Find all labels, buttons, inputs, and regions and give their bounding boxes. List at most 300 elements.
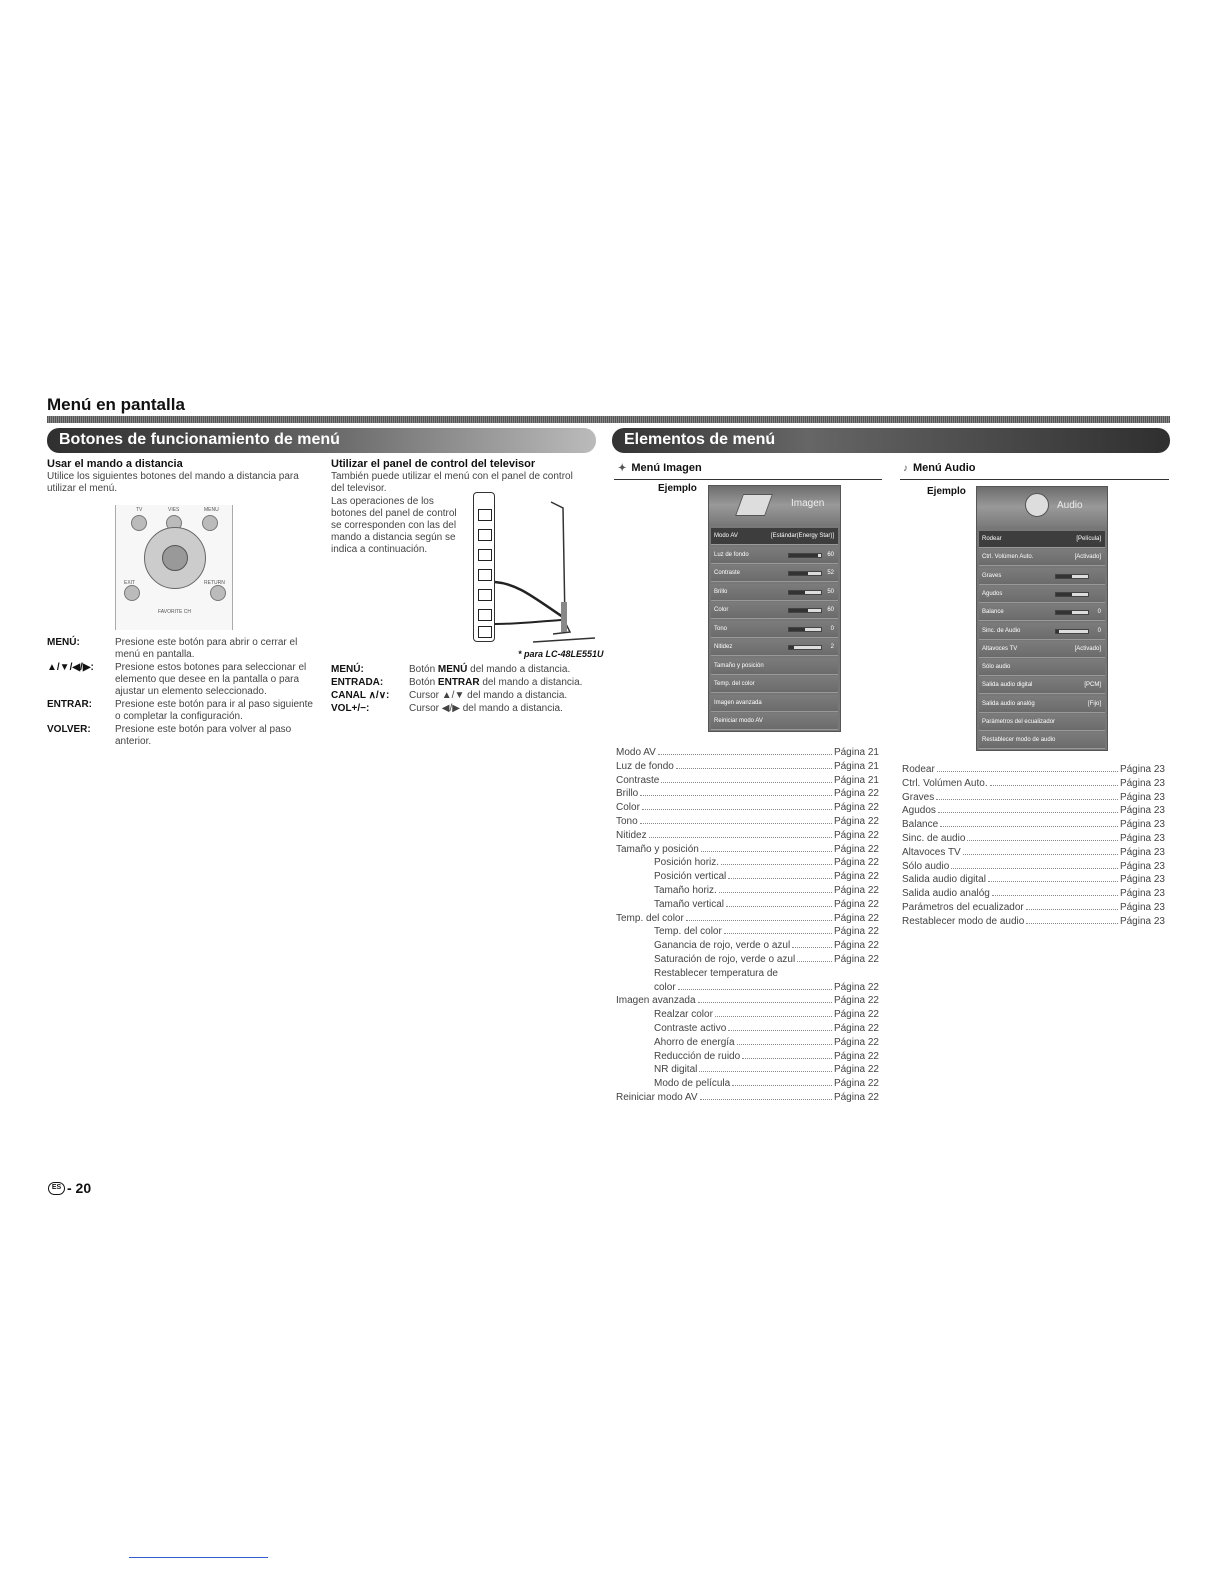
toc-label: Sinc. de audio: [902, 832, 966, 844]
toc-label: Posición horiz.: [654, 857, 720, 869]
toc-label: Agudos: [902, 805, 936, 817]
menu-item-label: Nitidez: [714, 644, 733, 650]
toc-leader: [640, 795, 832, 796]
toc-row: [902, 777, 1165, 791]
screen-title: Audio: [1057, 500, 1083, 511]
menu-item[interactable]: [979, 641, 1105, 658]
menu-item-label: Contraste: [714, 570, 741, 576]
def-bold: MENÚ: [437, 664, 468, 675]
toc-page: Página 22: [833, 857, 879, 869]
toc-leader: [699, 1071, 832, 1072]
section-bar-botones: Botones de funcionamiento de menú: [47, 428, 596, 453]
remote-tv-button[interactable]: [131, 515, 147, 531]
menu-item-label: Agudos: [982, 590, 1003, 597]
speaker-icon: [1025, 493, 1049, 517]
toc-row: [616, 815, 879, 829]
toc-leader: [936, 799, 1118, 800]
menu-item[interactable]: [711, 639, 838, 656]
toc-page: Página 22: [833, 926, 879, 938]
def-row: [47, 699, 315, 723]
toc-row: [902, 887, 1165, 901]
toc-label: Reducción de ruido: [654, 1050, 741, 1062]
def-text: Botón: [409, 677, 438, 688]
screen-header: [709, 486, 840, 524]
toc-label: Ahorro de energía: [654, 1036, 735, 1048]
toc-leader: [1026, 923, 1118, 924]
remote-exit-button[interactable]: [124, 585, 140, 601]
remote-enter-button[interactable]: [162, 545, 188, 571]
toc-row: [902, 915, 1165, 929]
menu-item-label: Luz de fondo: [714, 551, 749, 558]
menu-item-slider: [1055, 574, 1089, 579]
toc-row: [616, 1077, 879, 1091]
menu-item-slider: [1055, 629, 1089, 634]
toc-page: Página 22: [833, 1064, 879, 1076]
toc-page: Página 22: [833, 981, 879, 993]
def-value: Presione estos botones para seleccionar el elemento que desee en la pantalla o para ajustar un elemento seleccionado.: [115, 662, 307, 697]
def-row: [331, 703, 606, 715]
section-bar-elementos: Elementos de menú: [612, 428, 1170, 453]
def-key: ▲/▼/◀/▶:: [47, 662, 94, 673]
def-key: VOLVER:: [47, 724, 91, 735]
toc-page: Página 23: [1119, 846, 1165, 858]
toc-label: Tamaño y posición: [616, 843, 699, 855]
def-row: [47, 637, 315, 661]
def-key: VOL+/−:: [331, 703, 370, 714]
toc-label: Temp. del color: [654, 926, 722, 938]
menu-item-value: 2: [830, 644, 834, 650]
toc-page: Página 23: [1119, 874, 1165, 886]
toc-label: Restablecer temperatura de: [654, 967, 778, 979]
toc-leader: [728, 1030, 832, 1031]
menu-item-label: Balance: [982, 609, 1004, 616]
toc-label: Imagen avanzada: [616, 995, 696, 1007]
toc-row: [616, 746, 879, 760]
toc-leader: [988, 881, 1118, 882]
toc-page: Página 22: [833, 1091, 879, 1103]
menu-item-label: Sólo audio: [982, 664, 1011, 671]
toc-row: [616, 1091, 879, 1105]
def-bold: ENTRAR: [437, 677, 480, 688]
toc-label: Contraste: [616, 774, 660, 786]
menu-item-label: Parámetros del ecualizador: [982, 719, 1056, 725]
def-row: [331, 690, 606, 702]
panel-intro-1: También puede utilizar el menú con el panel de control del televisor.: [331, 471, 573, 494]
toc-page: Página 22: [833, 788, 879, 800]
menu-item-label: Tamaño y posición: [714, 662, 764, 669]
menu-item-value: [Activado]: [1074, 554, 1101, 561]
menu-item-label: Imagen avanzada: [714, 699, 762, 706]
menu-item-value: 0: [1097, 627, 1101, 634]
toc-row: [902, 791, 1165, 805]
menu-item[interactable]: [979, 568, 1105, 585]
def-key: MENÚ:: [331, 664, 364, 675]
def-text: del mando a distancia.: [467, 664, 571, 675]
toc-row: [616, 870, 879, 884]
menu-item[interactable]: [711, 584, 838, 601]
toc-leader: [724, 933, 832, 934]
menu-imagen-heading: [618, 462, 702, 474]
remote-intro: Utilice los siguientes botones del mando a distancia para utilizar el menú.: [47, 471, 299, 494]
menu-item[interactable]: [711, 547, 838, 564]
menu-item-label: Altavoces TV: [982, 645, 1018, 652]
toc-page: Página 21: [833, 747, 879, 758]
toc-label: Tamaño vertical: [654, 898, 725, 910]
toc-row: [902, 846, 1165, 860]
toc-label: Restablecer modo de audio: [902, 915, 1025, 927]
toc-label: Reiniciar modo AV: [616, 1091, 698, 1103]
menu-item-value: 60: [827, 551, 834, 558]
menu-item[interactable]: [979, 623, 1105, 640]
menu-item-slider: [788, 571, 822, 576]
def-row: [47, 662, 315, 698]
menu-item[interactable]: [711, 528, 838, 545]
menu-item[interactable]: [711, 602, 838, 619]
toc-leader: [797, 961, 832, 962]
toc-page: Página 22: [833, 995, 879, 1007]
menu-item-label: Rodear: [982, 536, 1002, 542]
toc-row: [616, 1008, 879, 1022]
toc-leader: [967, 840, 1118, 841]
menu-item-label: Salida audio analóg: [982, 700, 1035, 707]
menu-item-value: 60: [827, 607, 834, 613]
toc-row: [616, 760, 879, 774]
toc-label: NR digital: [654, 1064, 698, 1076]
toc-page: Página 22: [833, 829, 879, 841]
toc-page: Página 23: [1119, 805, 1165, 817]
remote-dpad[interactable]: [144, 527, 206, 589]
toc-page: Página 22: [833, 1050, 879, 1062]
tv-side-outline: [473, 492, 598, 652]
audio-rule: [900, 479, 1169, 480]
menu-item[interactable]: [711, 565, 838, 582]
toc-leader: [715, 1016, 832, 1017]
page-title: Menú en pantalla: [47, 395, 185, 414]
toc-page: Página 23: [1119, 832, 1165, 844]
def-key: ENTRADA:: [331, 677, 384, 688]
toc-page: Página 22: [833, 1036, 879, 1048]
def-value: Presione este botón para ir al paso siguiente o completar la configuración.: [115, 699, 313, 722]
toc-row: [616, 801, 879, 815]
toc-label: Ganancia de rojo, verde o azul: [654, 940, 791, 952]
screen-header: [977, 487, 1107, 527]
def-value: Presione este botón para volver al paso anterior.: [115, 724, 292, 747]
toc-page: Página 23: [1119, 764, 1165, 775]
toc-label: Sólo audio: [902, 860, 950, 872]
def-text: Botón: [409, 664, 438, 675]
picture-icon: ✦: [618, 462, 627, 474]
toc-row: [902, 818, 1165, 832]
toc-page: Página 21: [833, 774, 879, 786]
toc-page: Página 23: [1119, 777, 1165, 789]
toc-label: Color: [616, 802, 640, 814]
toc-leader: [728, 878, 832, 879]
toc-leader: [640, 823, 832, 824]
menu-item-slider: [788, 627, 822, 632]
toc-label: Graves: [902, 791, 935, 803]
def-key: MENÚ:: [47, 637, 80, 648]
toc-row: [616, 856, 879, 870]
audio-menu-screen: [976, 486, 1108, 751]
speaker-icon: ♪: [903, 462, 908, 474]
menu-item-slider: [1055, 610, 1089, 615]
toc-row: [616, 898, 879, 912]
menu-item-value: [Activado]: [1074, 645, 1101, 652]
menu-item-label: Ctrl. Volúmen Auto.: [982, 554, 1034, 561]
toc-page: Página 23: [1119, 819, 1165, 831]
panel-definitions: [331, 664, 606, 716]
toc-row: [616, 925, 879, 939]
toc-leader: [726, 906, 832, 907]
toc-leader: [700, 1099, 832, 1100]
def-key: ENTRAR:: [47, 699, 92, 710]
toc-leader: [742, 1058, 832, 1059]
def-text: del mando a distancia.: [479, 677, 583, 688]
menu-item-value: 52: [827, 570, 834, 576]
page-number: [48, 1180, 91, 1196]
toc-label: Luz de fondo: [616, 760, 674, 772]
toc-leader: [661, 782, 832, 783]
toc-label: Altavoces TV: [902, 846, 961, 858]
menu-item[interactable]: [979, 531, 1105, 548]
toc-label: Tamaño horiz.: [654, 884, 717, 896]
toc-label: Balance: [902, 819, 939, 831]
remote-label-vies: VIES: [168, 507, 180, 513]
toc-leader: [676, 768, 832, 769]
title-rule: [47, 416, 1170, 423]
remote-menu-button[interactable]: [202, 515, 218, 531]
imagen-toc: [616, 746, 879, 1105]
toc-label: Rodear: [902, 764, 935, 775]
toc-label: Posición vertical: [654, 871, 727, 883]
menu-item[interactable]: [979, 677, 1105, 694]
toc-label: Ctrl. Volúmen Auto.: [902, 777, 988, 789]
page-number-text: - 20: [67, 1180, 92, 1196]
toc-page: Página 23: [1119, 901, 1165, 913]
toc-leader: [963, 854, 1118, 855]
def-key: CANAL ∧/∨:: [331, 690, 390, 701]
def-row: [331, 677, 606, 689]
toc-row: [616, 1050, 879, 1064]
toc-leader: [992, 895, 1118, 896]
toc-label: Modo AV: [616, 747, 656, 758]
def-value: [409, 664, 606, 676]
toc-leader: [737, 1044, 832, 1045]
menu-item-label: Color: [714, 607, 729, 613]
menu-item-label: Salida audio digital: [982, 682, 1033, 689]
toc-leader: [719, 892, 832, 893]
toc-row: [616, 1022, 879, 1036]
toc-leader: [951, 868, 1118, 869]
def-row: [331, 664, 606, 676]
toc-row: [616, 1036, 879, 1050]
toc-label: Saturación de rojo, verde o azul: [654, 953, 796, 965]
remote-label-tv: TV: [136, 507, 143, 513]
audio-toc: [902, 763, 1165, 929]
toc-row: [616, 843, 879, 857]
toc-row: [616, 981, 879, 995]
menu-item[interactable]: [711, 658, 838, 675]
picture-icon: [735, 494, 773, 516]
toc-page: Página 23: [1119, 915, 1165, 927]
toc-row: [616, 787, 879, 801]
language-badge: ES: [48, 1182, 65, 1195]
menu-item-value: [PCM]: [1084, 682, 1101, 689]
menu-item-label: Graves: [982, 572, 1002, 579]
panel-heading: Utilizar el panel de control del televisor: [331, 458, 536, 470]
def-value: [409, 677, 606, 689]
menu-audio-title: Menú Audio: [913, 462, 976, 474]
remote-label-menu: MENU: [204, 507, 219, 513]
menu-item[interactable]: [711, 695, 838, 712]
toc-leader: [792, 947, 832, 948]
toc-page: Página 22: [833, 1078, 879, 1090]
toc-row: [616, 884, 879, 898]
remote-label-return: RETURN: [204, 580, 225, 586]
menu-item[interactable]: [979, 714, 1105, 731]
toc-row: [616, 953, 879, 967]
menu-item-value: 0: [830, 625, 834, 632]
toc-page: Página 23: [1119, 860, 1165, 872]
remote-heading: Usar el mando a distancia: [47, 458, 183, 470]
control-panel-illustration: [473, 492, 598, 652]
toc-row: [616, 939, 879, 953]
menu-audio-heading: [903, 462, 976, 474]
toc-page: Página 22: [833, 912, 879, 924]
toc-page: Página 21: [833, 760, 879, 772]
toc-label: Salida audio analóg: [902, 888, 990, 900]
menu-imagen-title: Menú Imagen: [631, 462, 702, 474]
toc-row: [616, 967, 879, 981]
toc-page: Página 22: [833, 802, 879, 814]
imagen-menu-screen: [708, 485, 841, 732]
menu-item-label: Temp. del color: [714, 681, 755, 687]
menu-item[interactable]: [711, 713, 838, 730]
toc-leader: [721, 864, 832, 865]
toc-row: [902, 763, 1165, 777]
toc-row: [616, 829, 879, 843]
toc-row: [902, 873, 1165, 887]
remote-return-button[interactable]: [210, 585, 226, 601]
menu-item[interactable]: [979, 732, 1105, 749]
panel-intro-2: Las operaciones de los botones del panel de control se corresponden con las del mando a distancia según se indica a continuación.: [331, 496, 457, 555]
toc-leader: [940, 826, 1118, 827]
menu-item-value: [Estándar(Energy Star)]: [770, 533, 834, 539]
toc-row: [902, 804, 1165, 818]
footer-link-line: [129, 1557, 268, 1558]
menu-item[interactable]: [979, 659, 1105, 676]
menu-item[interactable]: [979, 586, 1105, 603]
toc-page: Página 22: [833, 1009, 879, 1021]
toc-leader: [658, 754, 832, 755]
menu-item[interactable]: [711, 676, 838, 693]
screen-title: Imagen: [791, 498, 825, 509]
menu-item[interactable]: [979, 549, 1105, 566]
toc-row: [616, 1063, 879, 1077]
toc-page: Página 22: [833, 871, 879, 883]
menu-item-label: Restablecer modo de audio: [982, 737, 1056, 744]
def-value: Cursor ▲/▼ del mando a distancia.: [409, 690, 568, 701]
menu-item-value: [Película]: [1076, 536, 1101, 542]
toc-label: Parámetros del ecualizador: [902, 901, 1024, 913]
toc-label: Salida audio digital: [902, 874, 986, 886]
toc-row: [616, 774, 879, 788]
imagen-rule: [614, 479, 882, 480]
toc-leader: [938, 812, 1118, 813]
toc-leader: [701, 851, 832, 852]
toc-row: [616, 994, 879, 1008]
toc-page: Página 23: [1119, 791, 1165, 803]
toc-leader: [732, 1085, 832, 1086]
toc-leader: [937, 771, 1118, 772]
toc-label: Modo de película: [654, 1078, 731, 1090]
imagen-ejemplo: Ejemplo: [658, 483, 697, 494]
toc-page: Página 22: [833, 953, 879, 965]
menu-item-slider: [788, 590, 822, 595]
toc-page: Página 22: [833, 815, 879, 827]
menu-item-slider: [788, 608, 822, 613]
menu-item[interactable]: [979, 696, 1105, 713]
panel-caption: * para LC-48LE551U: [518, 649, 604, 659]
menu-item[interactable]: [979, 604, 1105, 621]
menu-item-label: Modo AV: [714, 533, 738, 539]
toc-page: Página 22: [833, 1022, 879, 1034]
toc-row: [902, 901, 1165, 915]
toc-label: Nitidez: [616, 829, 647, 841]
toc-row: [902, 832, 1165, 846]
menu-item[interactable]: [711, 621, 838, 638]
menu-item-slider: [788, 553, 822, 558]
remote-label-favorite: FAVORITE CH: [158, 609, 191, 615]
menu-item-label: Reiniciar modo AV: [714, 718, 763, 724]
toc-label: Realzar color: [654, 1009, 713, 1021]
toc-leader: [649, 837, 832, 838]
toc-row: [616, 912, 879, 926]
toc-page: Página 23: [1119, 888, 1165, 900]
toc-leader: [990, 785, 1118, 786]
toc-label: Contraste activo: [654, 1022, 727, 1034]
toc-leader: [686, 920, 832, 921]
menu-item-value: 0: [1097, 609, 1101, 616]
menu-item-slider: [1055, 592, 1089, 597]
def-row: [47, 724, 315, 748]
toc-page: Página 22: [833, 940, 879, 952]
toc-page: Página 22: [833, 884, 879, 896]
toc-leader: [642, 809, 832, 810]
remote-label-exit: EXIT: [124, 580, 136, 586]
toc-leader: [698, 1002, 832, 1003]
toc-label: color: [654, 981, 676, 993]
menu-item-value: [Fijo]: [1087, 700, 1101, 707]
def-value: Cursor ◀/▶ del mando a distancia.: [409, 703, 563, 714]
toc-label: Tono: [616, 815, 638, 827]
toc-leader: [678, 989, 832, 990]
remote-definitions: [47, 637, 315, 749]
toc-page: Página 22: [833, 898, 879, 910]
toc-leader: [1026, 909, 1118, 910]
toc-label: Brillo: [616, 788, 639, 800]
toc-label: Temp. del color: [616, 912, 684, 924]
menu-item-value: 50: [827, 588, 834, 595]
menu-item-slider: [788, 645, 822, 650]
menu-item-label: Brillo: [714, 588, 728, 595]
toc-page: Página 22: [833, 843, 879, 855]
toc-row: [902, 860, 1165, 874]
audio-ejemplo: Ejemplo: [927, 486, 966, 497]
menu-item-label: Sinc. de Audio: [982, 627, 1021, 634]
remote-illustration: [115, 505, 233, 630]
def-value: Presione este botón para abrir o cerrar el menú en pantalla.: [115, 637, 298, 660]
